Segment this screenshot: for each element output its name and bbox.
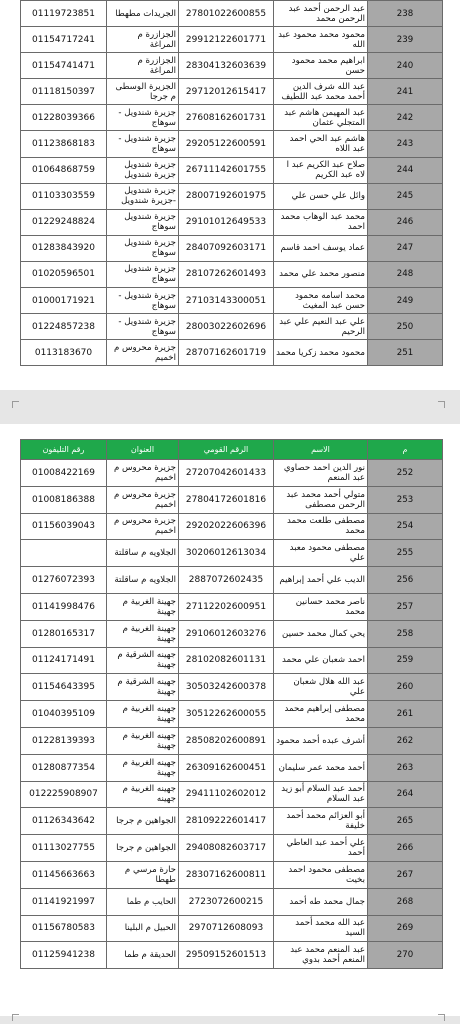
phone-number-cell: 01008186388 xyxy=(21,486,107,513)
row-number-cell: 243 xyxy=(368,131,443,157)
national-id-cell: 29202022606396 xyxy=(179,513,274,540)
person-name-cell: وائل علي حسن علي xyxy=(274,183,368,209)
national-id-cell: 27103143300051 xyxy=(179,288,274,314)
address-cell: جهينه الشرقية م جهينة xyxy=(107,674,179,701)
person-name-cell: جمال محمد طه أحمد xyxy=(274,888,368,915)
table-row xyxy=(21,540,443,567)
address-cell: الجزازرة م المراغة xyxy=(107,27,179,53)
row-number-cell: 254 xyxy=(368,513,443,540)
national-id-cell: 29712012615417 xyxy=(179,79,274,105)
person-name-cell: مصطفى طلعت محمد محمد xyxy=(274,513,368,540)
row-number-cell: 264 xyxy=(368,781,443,808)
header-name: الاسم xyxy=(274,440,368,460)
row-number-cell: 266 xyxy=(368,835,443,862)
table-row xyxy=(21,727,443,754)
person-name-cell: عبد المهيمن هاشم عبد المتجلي عثمان xyxy=(274,105,368,131)
table-row xyxy=(21,835,443,862)
document-page-2 xyxy=(0,424,460,1016)
row-number-cell: 251 xyxy=(368,340,443,366)
phone-number-cell: 01126343642 xyxy=(21,808,107,835)
person-name-cell: مصطفى محمود احمد بخيت xyxy=(274,861,368,888)
table-row xyxy=(21,209,443,235)
address-cell: الجلاويه م ساقلتة xyxy=(107,540,179,567)
national-id-cell: 30503242600378 xyxy=(179,674,274,701)
table-row xyxy=(21,888,443,915)
table-row xyxy=(21,314,443,340)
person-name-cell: متولي أحمد محمد عبد الرحمن مصطفى xyxy=(274,486,368,513)
address-cell: جزيرة شندويل - سوهاج xyxy=(107,131,179,157)
row-number-cell: 256 xyxy=(368,567,443,594)
row-number-cell: 265 xyxy=(368,808,443,835)
national-id-cell: 29408082603717 xyxy=(179,835,274,862)
phone-number-cell: 01040395109 xyxy=(21,701,107,728)
address-cell: جهينة الغربية م جهينة xyxy=(107,593,179,620)
address-cell: جهينه الغربية م جهينة xyxy=(107,701,179,728)
person-name-cell: محمود محمد زكريا محمد xyxy=(274,340,368,366)
table-row xyxy=(21,340,443,366)
table-row xyxy=(21,915,443,942)
phone-number-cell xyxy=(21,540,107,567)
person-name-cell: عبد الرحمن أحمد عبد الرحمن محمد xyxy=(274,1,368,27)
row-number-cell: 240 xyxy=(368,53,443,79)
phone-number-cell: 01145663663 xyxy=(21,861,107,888)
page-corner-mark-left xyxy=(12,401,19,408)
row-number-cell: 257 xyxy=(368,593,443,620)
address-cell: جهينة الغربية م جهينة xyxy=(107,620,179,647)
table-row xyxy=(21,567,443,594)
address-cell: جزيرة شندويل سوهاج xyxy=(107,209,179,235)
row-number-cell: 267 xyxy=(368,861,443,888)
phone-number-cell: 01154643395 xyxy=(21,674,107,701)
national-id-cell: 28109222601417 xyxy=(179,808,274,835)
phone-number-cell: 01141921997 xyxy=(21,888,107,915)
address-cell: جزيرة محروس م اخميم xyxy=(107,460,179,487)
address-cell: الجواهين م جرجا xyxy=(107,808,179,835)
phone-number-cell: 01119723851 xyxy=(21,1,107,27)
table-row xyxy=(21,754,443,781)
person-name-cell: يحي كمال محمد حسين xyxy=(274,620,368,647)
address-cell: الحديقة م طما xyxy=(107,942,179,969)
phone-number-cell: 01156780583 xyxy=(21,915,107,942)
national-id-cell: 29101012649533 xyxy=(179,209,274,235)
address-cell: الجواهين م جرجا xyxy=(107,835,179,862)
national-id-cell: 28508202600891 xyxy=(179,727,274,754)
row-number-cell: 270 xyxy=(368,942,443,969)
person-name-cell: أحمد محمد عمر سليمان xyxy=(274,754,368,781)
table-row xyxy=(21,105,443,131)
national-id-cell: 29912122601771 xyxy=(179,27,274,53)
row-number-cell: 259 xyxy=(368,647,443,674)
records-table-page-1 xyxy=(20,0,443,366)
national-id-cell: 27608162601731 xyxy=(179,105,274,131)
person-name-cell: علي أحمد عبد العاطي أحمد xyxy=(274,835,368,862)
address-cell: الجزيرة الوسطى م جرجا xyxy=(107,79,179,105)
table-row xyxy=(21,460,443,487)
row-number-cell: 248 xyxy=(368,261,443,287)
address-cell: جزيرة شندويل - سوهاج xyxy=(107,288,179,314)
phone-number-cell: 01118150397 xyxy=(21,79,107,105)
phone-number-cell: 01156039043 xyxy=(21,513,107,540)
national-id-cell: 30512262600055 xyxy=(179,701,274,728)
address-cell: جهينه الغربية م جهينه xyxy=(107,781,179,808)
phone-number-cell: 01008422169 xyxy=(21,460,107,487)
row-number-cell: 253 xyxy=(368,486,443,513)
row-number-cell: 269 xyxy=(368,915,443,942)
table-row xyxy=(21,647,443,674)
row-number-cell: 258 xyxy=(368,620,443,647)
person-name-cell: عبد المنعم محمد عبد المنعم أحمد بدوي xyxy=(274,942,368,969)
phone-number-cell: 01229248824 xyxy=(21,209,107,235)
table-row xyxy=(21,183,443,209)
person-name-cell: محمد اسامه محمود حسن عبد المغيث xyxy=(274,288,368,314)
table-row xyxy=(21,513,443,540)
table-row xyxy=(21,53,443,79)
row-number-cell: 252 xyxy=(368,460,443,487)
table-row xyxy=(21,27,443,53)
row-number-cell: 260 xyxy=(368,674,443,701)
phone-number-cell: 0113183670 xyxy=(21,340,107,366)
header-address: العنوان xyxy=(107,440,179,460)
phone-number-cell: 01064868759 xyxy=(21,157,107,183)
person-name-cell: عبد الله شرف الدين أحمد محمد عبد اللطيف xyxy=(274,79,368,105)
address-cell: جزيرة شندويل سوهاج xyxy=(107,261,179,287)
table-row xyxy=(21,486,443,513)
page-corner-mark-right xyxy=(438,401,445,408)
table-row xyxy=(21,942,443,969)
phone-number-cell: 01123868183 xyxy=(21,131,107,157)
table-row xyxy=(21,261,443,287)
phone-number-cell: 01000171921 xyxy=(21,288,107,314)
header-national-id: الرقم القومي xyxy=(179,440,274,460)
address-cell: جهينه الشرقية م جهينة xyxy=(107,647,179,674)
row-number-cell: 244 xyxy=(368,157,443,183)
national-id-cell: 28007192601975 xyxy=(179,183,274,209)
person-name-cell: عبد الله محمد أحمد السيد xyxy=(274,915,368,942)
row-number-cell: 250 xyxy=(368,314,443,340)
table-row xyxy=(21,1,443,27)
document-page-1 xyxy=(0,0,460,390)
person-name-cell: هاشم عبد الحي احمد عبد اللاه xyxy=(274,131,368,157)
row-number-cell: 242 xyxy=(368,105,443,131)
table-header-row xyxy=(21,440,443,460)
person-name-cell: عبد الله هلال شعبان علي xyxy=(274,674,368,701)
table-row xyxy=(21,288,443,314)
person-name-cell: علي عبد النعيم علي عبد الرحيم xyxy=(274,314,368,340)
person-name-cell: مصطفى محمود معبد علي xyxy=(274,540,368,567)
phone-number-cell: 01020596501 xyxy=(21,261,107,287)
address-cell: الجريدات مطهطا xyxy=(107,1,179,27)
row-number-cell: 241 xyxy=(368,79,443,105)
table-row xyxy=(21,79,443,105)
person-name-cell: محمد عبد الوهاب محمد احمد xyxy=(274,209,368,235)
records-table-body-2 xyxy=(21,460,443,969)
person-name-cell: الديب علي أحمد إبراهيم xyxy=(274,567,368,594)
address-cell: جزيرة محروس م اخميم xyxy=(107,340,179,366)
person-name-cell: أحمد عبد السلام أبو زيد عبد السلام xyxy=(274,781,368,808)
table-row xyxy=(21,781,443,808)
national-id-cell: 26711142601755 xyxy=(179,157,274,183)
person-name-cell: أبو العزائم محمد أحمد خليفة xyxy=(274,808,368,835)
national-id-cell: 28407092603171 xyxy=(179,235,274,261)
table-row xyxy=(21,861,443,888)
address-cell: جزيرة محروس م اخميم xyxy=(107,513,179,540)
table-row xyxy=(21,701,443,728)
national-id-cell: 28304132603639 xyxy=(179,53,274,79)
phone-number-cell: 01280165317 xyxy=(21,620,107,647)
national-id-cell: 29411102602012 xyxy=(179,781,274,808)
table-row xyxy=(21,620,443,647)
records-table-body-1 xyxy=(21,1,443,366)
national-id-cell: 29509152601513 xyxy=(179,942,274,969)
national-id-cell: 2723072600215 xyxy=(179,888,274,915)
table-row xyxy=(21,808,443,835)
row-number-cell: 245 xyxy=(368,183,443,209)
row-number-cell: 238 xyxy=(368,1,443,27)
row-number-cell: 268 xyxy=(368,888,443,915)
phone-number-cell: 01228139393 xyxy=(21,727,107,754)
table-row xyxy=(21,674,443,701)
phone-number-cell: 01276072393 xyxy=(21,567,107,594)
phone-number-cell: 01154717241 xyxy=(21,27,107,53)
phone-number-cell: 01141998476 xyxy=(21,593,107,620)
phone-number-cell: 012225908907 xyxy=(21,781,107,808)
national-id-cell: 2887072602435 xyxy=(179,567,274,594)
national-id-cell: 27804172601816 xyxy=(179,486,274,513)
table-row xyxy=(21,131,443,157)
national-id-cell: 30206012613034 xyxy=(179,540,274,567)
header-num: م xyxy=(368,440,443,460)
address-cell: جزيرة شندويل - سوهاج xyxy=(107,314,179,340)
records-table-page-2 xyxy=(20,439,443,969)
national-id-cell: 28307162600811 xyxy=(179,861,274,888)
phone-number-cell: 01224857238 xyxy=(21,314,107,340)
phone-number-cell: 01103303559 xyxy=(21,183,107,209)
person-name-cell: منصور محمد علي محمد xyxy=(274,261,368,287)
address-cell: جهينه الغربية م جهينة xyxy=(107,727,179,754)
phone-number-cell: 01283843920 xyxy=(21,235,107,261)
address-cell: جزيرة شندويل - سوهاج xyxy=(107,105,179,131)
person-name-cell: مصطفى إبراهيم محمد محمد xyxy=(274,701,368,728)
phone-number-cell: 01113027755 xyxy=(21,835,107,862)
address-cell: حارة مرسي م طهطا xyxy=(107,861,179,888)
page-corner-mark-left-bottom xyxy=(12,1014,19,1021)
header-phone: رقم التليفون xyxy=(21,440,107,460)
person-name-cell: عماد يوسف احمد قاسم xyxy=(274,235,368,261)
table-row xyxy=(21,235,443,261)
national-id-cell: 27207042601433 xyxy=(179,460,274,487)
address-cell: الحايب م طما xyxy=(107,888,179,915)
person-name-cell: نور الدين احمد حصاوي عبد المنعم xyxy=(274,460,368,487)
person-name-cell: ابراهيم محمد محمود حسن xyxy=(274,53,368,79)
person-name-cell: محمود محمد محمود عبد الله xyxy=(274,27,368,53)
person-name-cell: ناصر محمد حسانين محمد xyxy=(274,593,368,620)
row-number-cell: 255 xyxy=(368,540,443,567)
phone-number-cell: 01228039366 xyxy=(21,105,107,131)
row-number-cell: 262 xyxy=(368,727,443,754)
national-id-cell: 27112202600951 xyxy=(179,593,274,620)
page-corner-mark-right-bottom xyxy=(438,1014,445,1021)
person-name-cell: أشرف عبده أحمد محمود xyxy=(274,727,368,754)
person-name-cell: صلاح عبد الكريم عبد ا لاه عبد الكريم xyxy=(274,157,368,183)
row-number-cell: 246 xyxy=(368,209,443,235)
address-cell: جهينه الغربية م جهينة xyxy=(107,754,179,781)
phone-number-cell: 01280877354 xyxy=(21,754,107,781)
phone-number-cell: 01154741471 xyxy=(21,53,107,79)
person-name-cell: احمد شعبان علي محمد xyxy=(274,647,368,674)
address-cell: جزيرة محروس م اخميم xyxy=(107,486,179,513)
address-cell: جزيرة شندويل جزيرة شندويل xyxy=(107,157,179,183)
national-id-cell: 29106012603276 xyxy=(179,620,274,647)
table-row xyxy=(21,593,443,620)
national-id-cell: 27801022600855 xyxy=(179,1,274,27)
address-cell: جزيرة شندويل -جزيرة شندويل xyxy=(107,183,179,209)
row-number-cell: 247 xyxy=(368,235,443,261)
address-cell: الجزازرة م المراغة xyxy=(107,53,179,79)
address-cell: الحبيل م البلينا xyxy=(107,915,179,942)
national-id-cell: 28102082601131 xyxy=(179,647,274,674)
row-number-cell: 263 xyxy=(368,754,443,781)
row-number-cell: 239 xyxy=(368,27,443,53)
phone-number-cell: 01125941238 xyxy=(21,942,107,969)
national-id-cell: 26309162600451 xyxy=(179,754,274,781)
national-id-cell: 28107262601493 xyxy=(179,261,274,287)
phone-number-cell: 01124171491 xyxy=(21,647,107,674)
national-id-cell: 28003022602696 xyxy=(179,314,274,340)
address-cell: جزيرة شندويل سوهاج xyxy=(107,235,179,261)
table-row xyxy=(21,157,443,183)
row-number-cell: 261 xyxy=(368,701,443,728)
national-id-cell: 29205122600591 xyxy=(179,131,274,157)
national-id-cell: 28707162601719 xyxy=(179,340,274,366)
national-id-cell: 2970712608093 xyxy=(179,915,274,942)
row-number-cell: 249 xyxy=(368,288,443,314)
address-cell: الجلاويه م ساقلتة xyxy=(107,567,179,594)
